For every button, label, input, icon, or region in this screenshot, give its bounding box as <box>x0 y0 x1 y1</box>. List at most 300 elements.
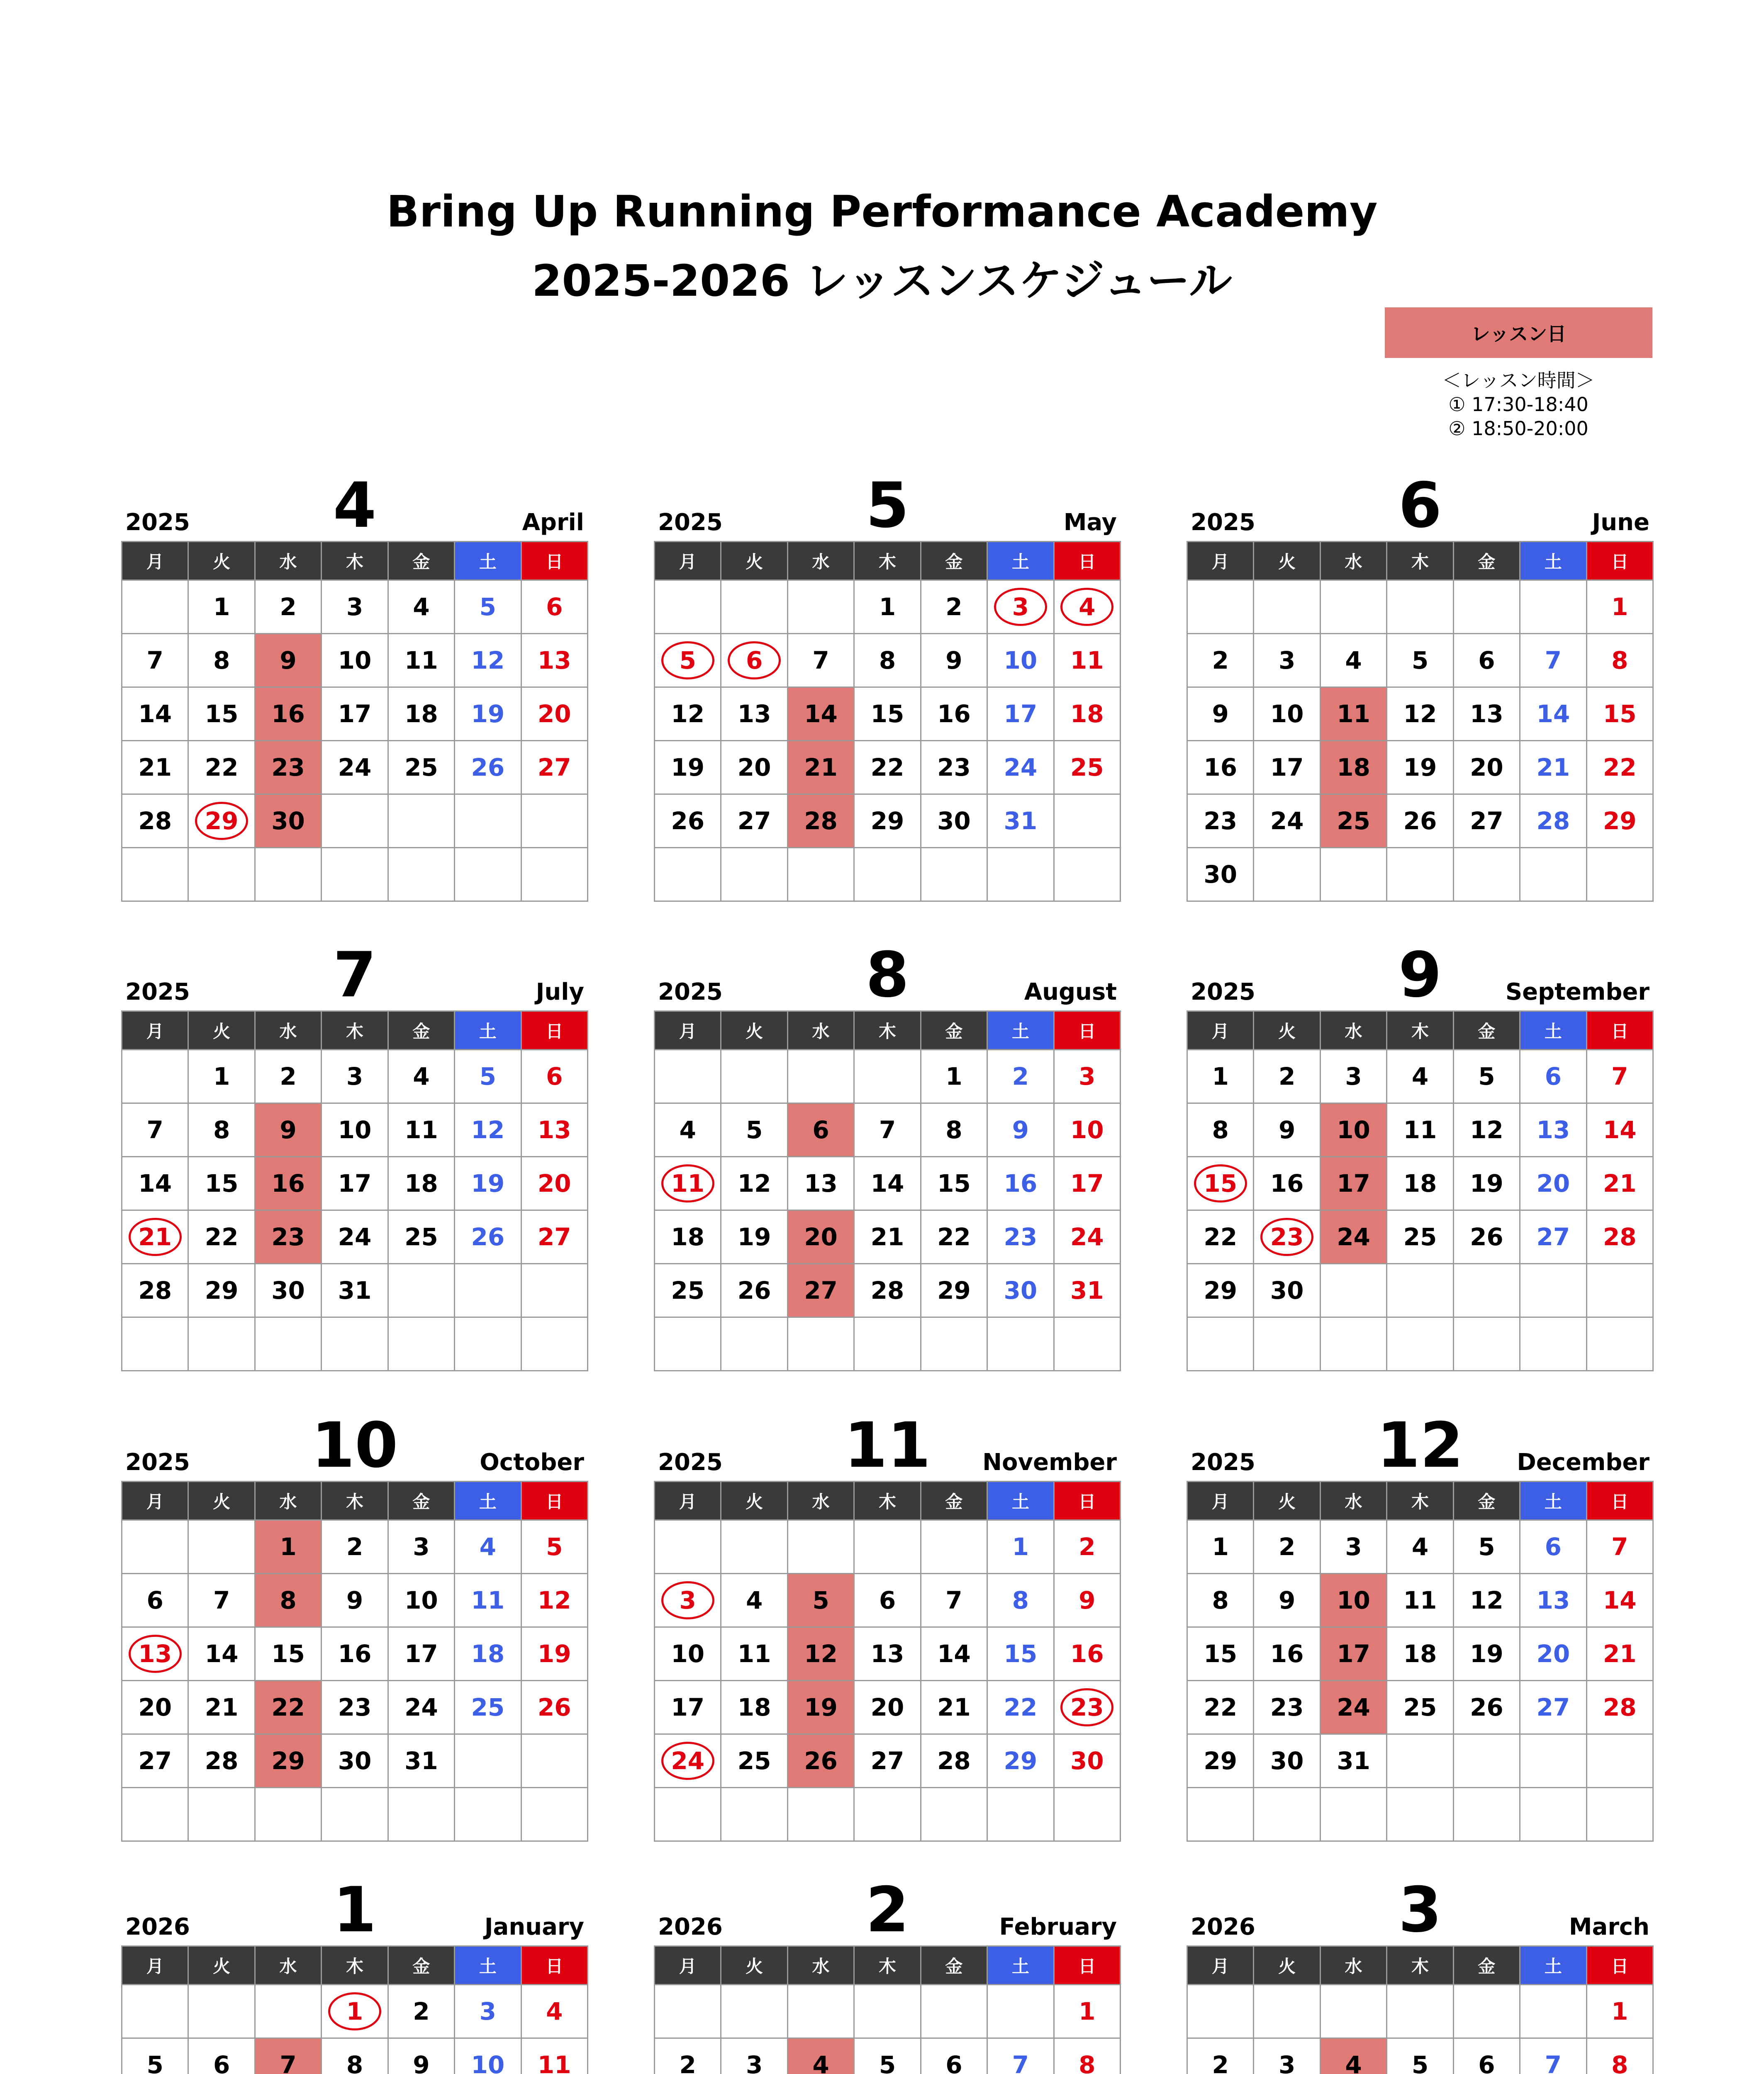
empty-cell <box>988 1788 1054 1842</box>
day-number: 31 <box>1004 807 1038 835</box>
day-cell <box>855 1574 921 1628</box>
day-cell <box>1387 741 1454 795</box>
day-number: 10 <box>1270 700 1304 728</box>
day-cell <box>122 1211 189 1264</box>
month-header <box>654 927 1121 1010</box>
day-number: 28 <box>138 1276 172 1305</box>
weekday-header: 日 <box>1055 1947 1121 1985</box>
month-header <box>654 1398 1121 1481</box>
day-cell <box>189 1681 255 1735</box>
day-cell <box>389 1157 455 1211</box>
weekday-header: 土 <box>1520 542 1587 581</box>
day-number: 23 <box>1004 1223 1038 1251</box>
day-number: 21 <box>1603 1169 1637 1198</box>
day-number: 14 <box>138 1169 172 1198</box>
day-number: 2 <box>413 1997 430 2025</box>
day-cell <box>1587 1985 1654 2039</box>
weekday-header: 木 <box>855 542 921 581</box>
day-number: 27 <box>737 807 771 835</box>
day-number: 20 <box>1470 753 1503 781</box>
day-number: 15 <box>870 700 904 728</box>
weekday-header: 水 <box>1321 1482 1387 1521</box>
day-number: 13 <box>1536 1116 1570 1144</box>
holiday-circle: 3 <box>994 588 1047 626</box>
day-number: 22 <box>271 1693 305 1721</box>
weekday-header: 水 <box>256 1012 322 1050</box>
day-number: 19 <box>537 1640 571 1668</box>
day-number: 12 <box>471 1116 505 1144</box>
month-header <box>1187 1398 1654 1481</box>
day-number: 3 <box>346 593 363 621</box>
month-number: 1 <box>333 1874 377 1946</box>
day-number: 24 <box>338 1223 372 1251</box>
empty-cell <box>1454 1318 1520 1371</box>
day-cell <box>855 741 921 795</box>
day-cell <box>1321 688 1387 741</box>
day-number: 25 <box>471 1693 505 1721</box>
holiday-circle: 21 <box>129 1218 182 1256</box>
day-number: 14 <box>1603 1586 1637 1614</box>
empty-cell <box>1254 1318 1321 1371</box>
month-name: August <box>1024 979 1117 1005</box>
day-number: 1 <box>1611 593 1628 621</box>
empty-cell <box>1454 1985 1520 2039</box>
day-number: 22 <box>937 1223 971 1251</box>
day-number: 14 <box>1536 700 1570 728</box>
day-number: 20 <box>804 1223 838 1251</box>
day-number: 29 <box>1004 1747 1038 1775</box>
day-number: 20 <box>138 1693 172 1721</box>
day-cell <box>721 1574 788 1628</box>
day-cell <box>389 1574 455 1628</box>
day-number: 18 <box>1403 1640 1437 1668</box>
day-number: 17 <box>404 1640 438 1668</box>
day-cell <box>721 1157 788 1211</box>
day-cell <box>1520 1157 1587 1211</box>
day-cell <box>189 741 255 795</box>
day-cell <box>122 2039 189 2074</box>
day-cell <box>122 1104 189 1157</box>
day-number: 4 <box>479 1533 497 1561</box>
month-calendar-february <box>654 1862 1121 2074</box>
day-cell <box>455 688 521 741</box>
day-number: 15 <box>205 700 239 728</box>
day-number: 13 <box>1536 1586 1570 1614</box>
day-cell <box>455 1050 521 1104</box>
holiday-circle: 5 <box>661 641 714 679</box>
day-cell <box>455 1574 521 1628</box>
empty-cell <box>122 848 189 902</box>
day-number: 9 <box>945 646 962 674</box>
day-number: 21 <box>937 1693 971 1721</box>
day-cell <box>522 1681 588 1735</box>
day-number: 20 <box>1536 1640 1570 1668</box>
weekday-header: 月 <box>1188 1012 1254 1050</box>
day-cell <box>1055 1574 1121 1628</box>
day-cell <box>522 1521 588 1574</box>
empty-cell <box>1520 848 1587 902</box>
day-number: 14 <box>138 700 172 728</box>
empty-cell <box>1321 1318 1387 1371</box>
day-cell <box>1254 1050 1321 1104</box>
day-number: 18 <box>404 1169 438 1198</box>
day-cell <box>189 581 255 634</box>
day-number: 8 <box>1212 1586 1229 1614</box>
month-calendar-october <box>121 1398 588 1842</box>
day-number: 17 <box>338 1169 372 1198</box>
day-cell <box>1321 634 1387 688</box>
day-number: 30 <box>937 807 971 835</box>
day-cell <box>921 1157 988 1211</box>
weekday-header: 金 <box>389 1012 455 1050</box>
day-cell <box>655 1681 721 1735</box>
empty-cell <box>1321 1264 1387 1318</box>
day-number: 13 <box>537 646 571 674</box>
empty-cell <box>1188 1318 1254 1371</box>
empty-cell <box>721 1050 788 1104</box>
empty-cell <box>921 1788 988 1842</box>
day-number: 25 <box>1403 1223 1437 1251</box>
day-number: 14 <box>870 1169 904 1198</box>
day-number: 24 <box>1270 807 1304 835</box>
day-number: 6 <box>1545 1062 1562 1091</box>
day-number: 18 <box>1337 753 1370 781</box>
day-number: 26 <box>737 1276 771 1305</box>
month-number: 12 <box>1377 1409 1464 1482</box>
day-cell <box>1188 1264 1254 1318</box>
month-header <box>654 1862 1121 1945</box>
day-number: 8 <box>1079 2051 1096 2074</box>
day-cell <box>1254 1574 1321 1628</box>
day-number: 4 <box>1345 2051 1362 2074</box>
day-cell <box>788 1735 855 1788</box>
day-number: 14 <box>804 700 838 728</box>
day-number: 22 <box>205 1223 239 1251</box>
weekday-header: 火 <box>189 1012 255 1050</box>
day-cell <box>1188 741 1254 795</box>
month-year: 2026 <box>658 1913 723 1940</box>
day-cell <box>122 1681 189 1735</box>
month-year: 2025 <box>125 509 190 536</box>
day-number: 15 <box>205 1169 239 1198</box>
day-cell <box>1587 1050 1654 1104</box>
weekday-header: 土 <box>455 542 521 581</box>
empty-cell <box>1321 1985 1387 2039</box>
day-cell <box>1520 1521 1587 1574</box>
day-cell <box>1188 2039 1254 2074</box>
day-number: 23 <box>338 1693 372 1721</box>
day-cell <box>1188 1521 1254 1574</box>
day-number: 17 <box>671 1693 705 1721</box>
holiday-circle: 23 <box>1060 1688 1113 1726</box>
day-number: 11 <box>537 2051 571 2074</box>
day-cell <box>655 1157 721 1211</box>
day-cell <box>522 1211 588 1264</box>
day-cell <box>1587 1157 1654 1211</box>
holiday-circle: 11 <box>661 1164 714 1203</box>
day-number: 16 <box>271 700 305 728</box>
month-calendar-january <box>121 1862 588 2074</box>
day-number: 27 <box>1536 1693 1570 1721</box>
day-number: 1 <box>1212 1533 1229 1561</box>
day-cell <box>322 1157 388 1211</box>
empty-cell <box>1454 1264 1520 1318</box>
holiday-circle: 15 <box>1194 1164 1247 1203</box>
day-number: 3 <box>746 2051 763 2074</box>
empty-cell <box>721 848 788 902</box>
weekday-header: 土 <box>1520 1482 1587 1521</box>
day-cell <box>921 1264 988 1318</box>
day-number: 3 <box>1278 2051 1296 2074</box>
day-number: 30 <box>1204 860 1238 889</box>
weekday-header: 土 <box>988 1012 1054 1050</box>
weekday-header: 日 <box>1055 542 1121 581</box>
day-cell <box>1055 1264 1121 1318</box>
day-cell <box>788 795 855 848</box>
day-number: 7 <box>213 1586 230 1614</box>
weekday-header: 土 <box>1520 1012 1587 1050</box>
month-calendar-march <box>1187 1862 1654 2074</box>
day-number: 13 <box>870 1640 904 1668</box>
empty-cell <box>1387 581 1454 634</box>
day-cell <box>1055 741 1121 795</box>
month-calendar-april <box>121 458 588 902</box>
day-cell <box>1188 1681 1254 1735</box>
day-cell <box>122 1574 189 1628</box>
day-cell <box>921 1574 988 1628</box>
month-grid <box>1187 1010 1654 1371</box>
empty-cell <box>721 581 788 634</box>
day-number: 18 <box>404 700 438 728</box>
day-number: 28 <box>1603 1223 1637 1251</box>
day-number: 26 <box>1470 1223 1503 1251</box>
weekday-header: 日 <box>1587 1482 1654 1521</box>
day-cell <box>256 1211 322 1264</box>
day-cell <box>322 1521 388 1574</box>
day-number: 20 <box>1536 1169 1570 1198</box>
day-cell <box>1321 1521 1387 1574</box>
weekday-header: 月 <box>1188 542 1254 581</box>
day-number: 6 <box>1478 2051 1495 2074</box>
empty-cell <box>655 1318 721 1371</box>
day-cell <box>655 1628 721 1681</box>
day-cell <box>988 1521 1054 1574</box>
month-name: February <box>999 1913 1117 1940</box>
day-cell <box>389 688 455 741</box>
day-cell <box>1254 1211 1321 1264</box>
day-cell <box>189 1264 255 1318</box>
weekday-header: 月 <box>1188 1947 1254 1985</box>
day-cell <box>1055 1628 1121 1681</box>
empty-cell <box>1587 1735 1654 1788</box>
empty-cell <box>322 848 388 902</box>
day-number: 18 <box>1403 1169 1437 1198</box>
weekday-header: 土 <box>988 1947 1054 1985</box>
month-year: 2025 <box>1191 509 1255 536</box>
day-cell <box>389 1628 455 1681</box>
empty-cell <box>1387 1264 1454 1318</box>
day-cell <box>1520 2039 1587 2074</box>
month-name: December <box>1517 1449 1649 1476</box>
weekday-header: 金 <box>389 1482 455 1521</box>
weekday-header: 月 <box>122 542 189 581</box>
day-cell <box>1587 795 1654 848</box>
day-number: 31 <box>1070 1276 1104 1305</box>
day-cell <box>256 1735 322 1788</box>
day-number: 17 <box>1004 700 1038 728</box>
weekday-header: 木 <box>322 1482 388 1521</box>
day-number: 3 <box>479 1997 497 2025</box>
day-number: 17 <box>338 700 372 728</box>
empty-cell <box>1587 848 1654 902</box>
day-cell <box>921 634 988 688</box>
day-number: 27 <box>804 1276 838 1305</box>
empty-cell <box>256 1985 322 2039</box>
day-number: 28 <box>870 1276 904 1305</box>
weekday-header: 月 <box>655 542 721 581</box>
weekday-header: 火 <box>189 1947 255 1985</box>
day-cell <box>522 688 588 741</box>
day-number: 26 <box>1470 1693 1503 1721</box>
month-year: 2025 <box>125 979 190 1005</box>
day-cell <box>389 1211 455 1264</box>
day-number: 6 <box>546 593 563 621</box>
month-header <box>1187 1862 1654 1945</box>
empty-cell <box>1188 581 1254 634</box>
day-number: 16 <box>937 700 971 728</box>
day-number: 21 <box>1603 1640 1637 1668</box>
empty-cell <box>1520 1735 1587 1788</box>
weekday-header: 金 <box>389 542 455 581</box>
day-cell <box>1055 581 1121 634</box>
day-cell <box>721 795 788 848</box>
day-number: 2 <box>1079 1533 1096 1561</box>
holiday-circle: 3 <box>661 1581 714 1619</box>
month-number: 4 <box>333 470 377 542</box>
day-cell <box>122 634 189 688</box>
day-cell <box>655 1211 721 1264</box>
weekday-header: 水 <box>788 1012 855 1050</box>
month-header <box>1187 927 1654 1010</box>
empty-cell <box>988 1985 1054 2039</box>
day-cell <box>788 1574 855 1628</box>
day-number: 2 <box>1212 2051 1229 2074</box>
day-cell <box>256 1264 322 1318</box>
month-number: 7 <box>333 939 377 1011</box>
day-number: 3 <box>346 1062 363 1091</box>
day-cell <box>1321 1574 1387 1628</box>
weekday-header: 日 <box>1587 1947 1654 1985</box>
weekday-header: 月 <box>122 1012 189 1050</box>
day-cell <box>988 1157 1054 1211</box>
day-cell <box>921 2039 988 2074</box>
day-number: 4 <box>679 1116 696 1144</box>
empty-cell <box>189 1318 255 1371</box>
day-cell <box>1520 1050 1587 1104</box>
empty-cell <box>721 1788 788 1842</box>
weekday-header: 金 <box>1454 542 1520 581</box>
empty-cell <box>256 1788 322 1842</box>
empty-cell <box>455 848 521 902</box>
day-number: 7 <box>945 1586 962 1614</box>
day-cell <box>1387 1050 1454 1104</box>
day-cell <box>988 688 1054 741</box>
day-cell <box>455 1104 521 1157</box>
day-cell <box>1587 1628 1654 1681</box>
day-number: 3 <box>1079 1062 1096 1091</box>
day-cell <box>522 1157 588 1211</box>
day-number: 7 <box>812 646 829 674</box>
day-cell <box>1321 1104 1387 1157</box>
day-number: 17 <box>1337 1169 1370 1198</box>
weekday-header: 月 <box>1188 1482 1254 1521</box>
day-cell <box>721 741 788 795</box>
day-cell <box>855 1735 921 1788</box>
weekday-header: 日 <box>522 1482 588 1521</box>
day-cell <box>1454 1681 1520 1735</box>
weekday-header: 火 <box>721 542 788 581</box>
day-cell <box>988 1735 1054 1788</box>
weekday-header: 日 <box>522 1012 588 1050</box>
day-cell <box>189 2039 255 2074</box>
day-cell <box>1188 1104 1254 1157</box>
day-number: 12 <box>537 1586 571 1614</box>
day-number: 6 <box>945 2051 962 2074</box>
day-cell <box>256 1104 322 1157</box>
day-cell <box>1387 1157 1454 1211</box>
day-cell <box>988 1050 1054 1104</box>
month-grid <box>654 1010 1121 1371</box>
day-number: 19 <box>471 700 505 728</box>
weekday-header: 日 <box>1055 1012 1121 1050</box>
day-number: 30 <box>1004 1276 1038 1305</box>
empty-cell <box>921 848 988 902</box>
empty-cell <box>522 1264 588 1318</box>
month-name: October <box>480 1449 584 1476</box>
day-number: 14 <box>937 1640 971 1668</box>
empty-cell <box>1587 1788 1654 1842</box>
day-cell <box>788 1628 855 1681</box>
weekday-header: 金 <box>921 1012 988 1050</box>
day-number: 19 <box>471 1169 505 1198</box>
day-cell <box>721 1681 788 1735</box>
legend-lesson-times <box>1369 368 1668 441</box>
day-cell <box>389 1735 455 1788</box>
day-number: 29 <box>271 1747 305 1775</box>
day-number: 3 <box>1345 1533 1362 1561</box>
day-cell <box>855 1104 921 1157</box>
day-number: 21 <box>1536 753 1570 781</box>
holiday-circle: 23 <box>1260 1218 1313 1256</box>
day-cell <box>655 741 721 795</box>
empty-cell <box>855 1788 921 1842</box>
day-cell <box>921 688 988 741</box>
empty-cell <box>122 1985 189 2039</box>
day-number: 16 <box>1204 753 1238 781</box>
day-number: 20 <box>537 1169 571 1198</box>
day-number: 20 <box>537 700 571 728</box>
day-cell <box>1520 688 1587 741</box>
day-cell <box>1321 795 1387 848</box>
day-cell <box>1387 1521 1454 1574</box>
day-number: 28 <box>1603 1693 1637 1721</box>
day-number: 23 <box>1204 807 1238 835</box>
day-cell <box>389 2039 455 2074</box>
day-cell <box>389 1521 455 1574</box>
day-cell <box>1387 1104 1454 1157</box>
empty-cell <box>389 1318 455 1371</box>
day-cell <box>788 741 855 795</box>
